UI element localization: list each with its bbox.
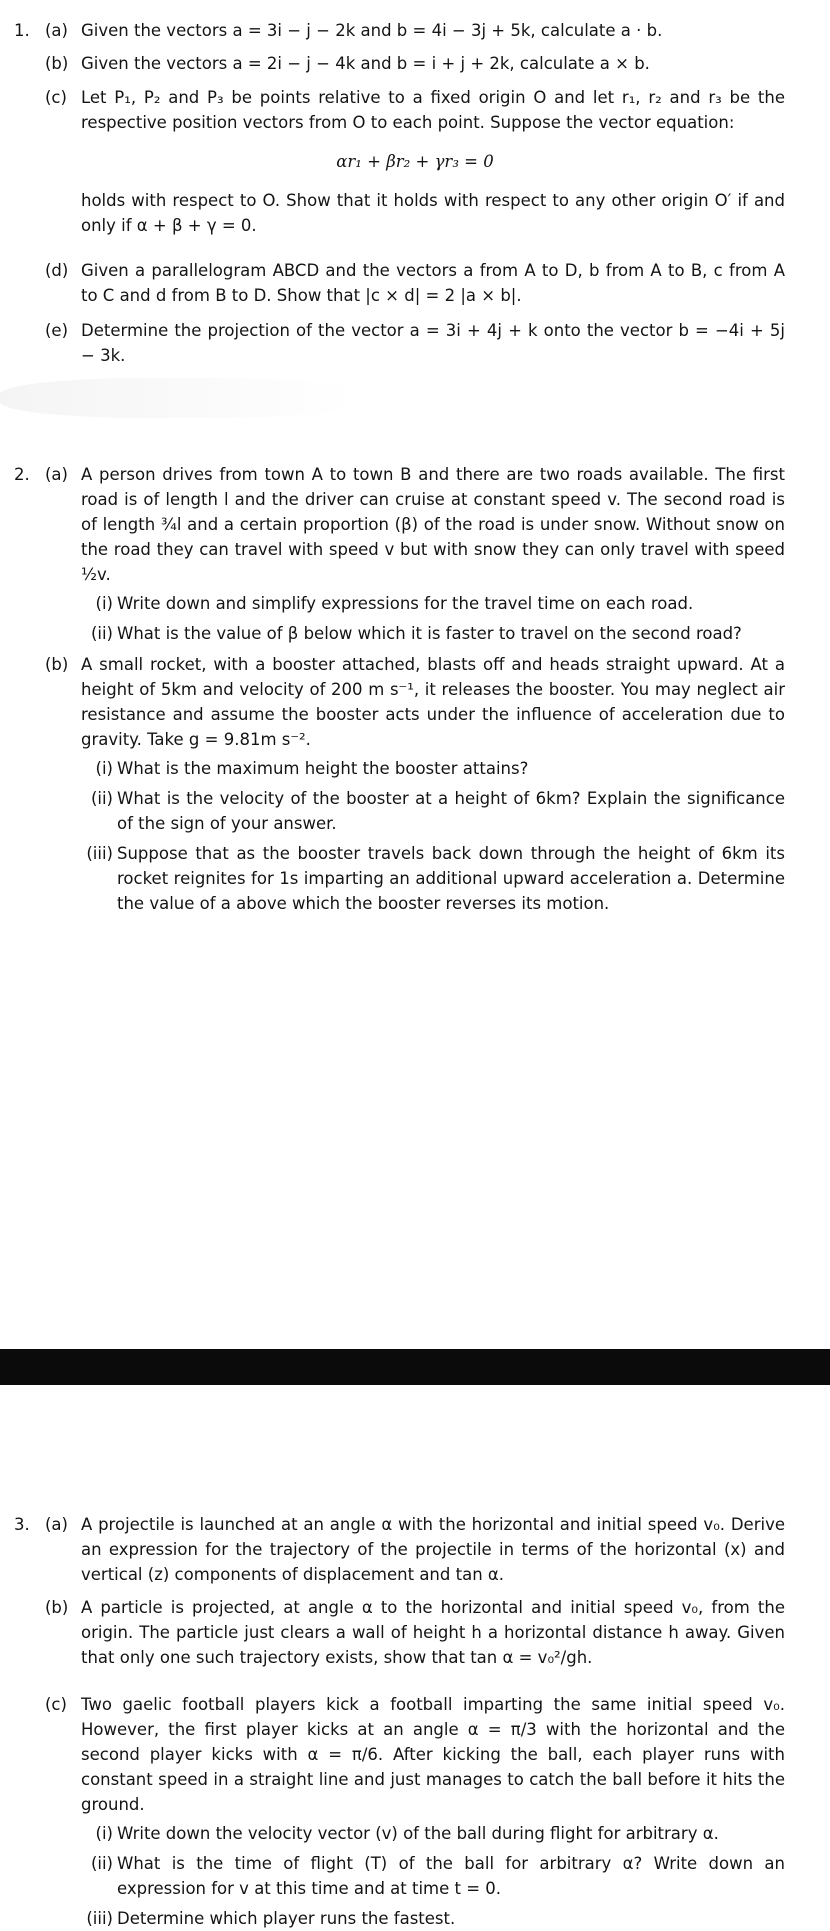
question-2a-ii-text: What is the value of β below which it is faster to travel on the second road? <box>117 624 742 643</box>
question-2a-ii-label: (ii) <box>90 624 113 643</box>
question-2b-iii-label: (iii) <box>86 844 113 863</box>
question-3c-ii <box>81 1851 785 1901</box>
question-3a <box>45 1512 785 1587</box>
question-1d <box>45 258 785 308</box>
question-3c-i <box>81 1821 785 1846</box>
question-3c-ii-label: (ii) <box>90 1854 113 1873</box>
question-3 <box>0 1512 830 1928</box>
question-3b <box>45 1595 785 1670</box>
question-1c-text-conclusion: holds with respect to O. Show that it holds with respect to any other origin O′ if and only if α + β + γ = 0. <box>81 191 785 235</box>
question-3c-text: Two gaelic football players kick a football imparting the same initial speed v₀. However, the first player kicks at an angle α = π/3 with the horizontal and the second player kicks with α = π/6. After kicking the ball, each player runs with constant speed in a straight line and just manages to catch the ball before it hits the ground. <box>81 1695 785 1814</box>
question-2a-text: A person drives from town A to town B and there are two roads available. The first road is of length l and the driver can cruise at constant speed v. The second road is of length ¾l and a certain proportion (β) of the road is under snow. Without snow on the road they can travel with speed v but with snow they can only travel with speed ½v. <box>81 465 785 584</box>
question-1e <box>45 318 785 368</box>
question-1-number: 1. <box>14 21 30 40</box>
question-3-number: 3. <box>14 1515 30 1534</box>
question-2a <box>45 462 785 646</box>
question-1 <box>0 18 830 378</box>
question-3c-label: (c) <box>45 1695 67 1714</box>
question-1b <box>45 51 785 76</box>
question-2a-i-text: Write down and simplify expressions for the travel time on each road. <box>117 594 694 613</box>
question-3c-iii <box>81 1906 785 1931</box>
question-2b <box>45 652 785 916</box>
question-1e-label: (e) <box>45 321 69 340</box>
question-2b-ii-text: What is the velocity of the booster at a height of 6km? Explain the significance of the sign of your answer. <box>117 789 785 833</box>
question-2 <box>0 462 830 922</box>
question-2a-label: (a) <box>45 465 68 484</box>
question-2b-text: A small rocket, with a booster attached, blasts off and heads straight upward. At a height of 5km and velocity of 200 m s⁻¹, it releases the booster. You may neglect air resistance and assume the booster acts under the influence of acceleration due to gravity. Take g = 9.81m s⁻². <box>81 655 785 749</box>
question-2b-iii-text: Suppose that as the booster travels back down through the height of 6km its rocket reignites for 1s imparting an additional upward acceleration a. Determine the value of a above which the booster reverses its motion. <box>117 844 785 913</box>
question-1e-text: Determine the projection of the vector a = 3i + 4j + k onto the vector b = −4i + 5j − 3k. <box>81 321 785 365</box>
question-2b-ii-label: (ii) <box>90 789 113 808</box>
question-1a-label: (a) <box>45 21 68 40</box>
question-3c-i-text: Write down the velocity vector (v) of the ball during flight for arbitrary α. <box>117 1824 719 1843</box>
question-2a-ii <box>81 621 785 646</box>
question-2b-label: (b) <box>45 655 69 674</box>
question-3c-iii-text: Determine which player runs the fastest. <box>117 1909 456 1928</box>
question-1c-equation: αr₁ + βr₂ + γr₃ = 0 <box>336 152 494 171</box>
question-1d-label: (d) <box>45 261 69 280</box>
question-3c <box>45 1692 785 1931</box>
question-2a-i <box>81 591 785 616</box>
question-1a-text: Given the vectors a = 3i − j − 2k and b = 4i − 3j + 5k, calculate a · b. <box>81 21 663 40</box>
question-1b-text: Given the vectors a = 2i − j − 4k and b = i + j + 2k, calculate a × b. <box>81 54 650 73</box>
question-2b-ii <box>81 786 785 836</box>
question-2b-i <box>81 756 785 781</box>
question-2-number: 2. <box>14 465 30 484</box>
question-3c-iii-label: (iii) <box>86 1909 113 1928</box>
question-2b-iii <box>81 841 785 916</box>
question-2b-i-label: (i) <box>95 759 113 778</box>
question-1c-text-intro: Let P₁, P₂ and P₃ be points relative to a fixed origin O and let r₁, r₂ and r₃ be the respective position vectors from O to each point. Suppose the vector equation: <box>81 88 785 132</box>
scan-smudge <box>0 378 360 418</box>
question-3c-i-label: (i) <box>95 1824 113 1843</box>
question-1d-text: Given a parallelogram ABCD and the vectors a from A to D, b from A to B, c from A to C and d from B to D. Show that |c × d| = 2 |a × b|. <box>81 261 785 305</box>
question-3b-text: A particle is projected, at angle α to the horizontal and initial speed v₀, from the origin. The particle just clears a wall of height h a horizontal distance h away. Given that only one such trajectory exists, show that tan α = v₀²/gh. <box>81 1598 785 1667</box>
question-2b-i-text: What is the maximum height the booster attains? <box>117 759 529 778</box>
question-1c-label: (c) <box>45 88 67 107</box>
question-3a-label: (a) <box>45 1515 68 1534</box>
question-3b-label: (b) <box>45 1598 69 1617</box>
question-3c-ii-text: What is the time of flight (T) of the ball for arbitrary α? Write down an expression for v at this time and at time t = 0. <box>117 1854 785 1898</box>
question-1b-label: (b) <box>45 54 69 73</box>
question-1a <box>45 18 785 43</box>
question-1c <box>45 85 785 238</box>
question-2a-i-label: (i) <box>95 594 113 613</box>
scan-dark-band <box>0 1349 830 1385</box>
question-3a-text: A projectile is launched at an angle α with the horizontal and initial speed v₀. Derive an expression for the trajectory of the projectile in terms of the horizontal (x) and vertical (z) components of displacement and tan α. <box>81 1515 785 1584</box>
